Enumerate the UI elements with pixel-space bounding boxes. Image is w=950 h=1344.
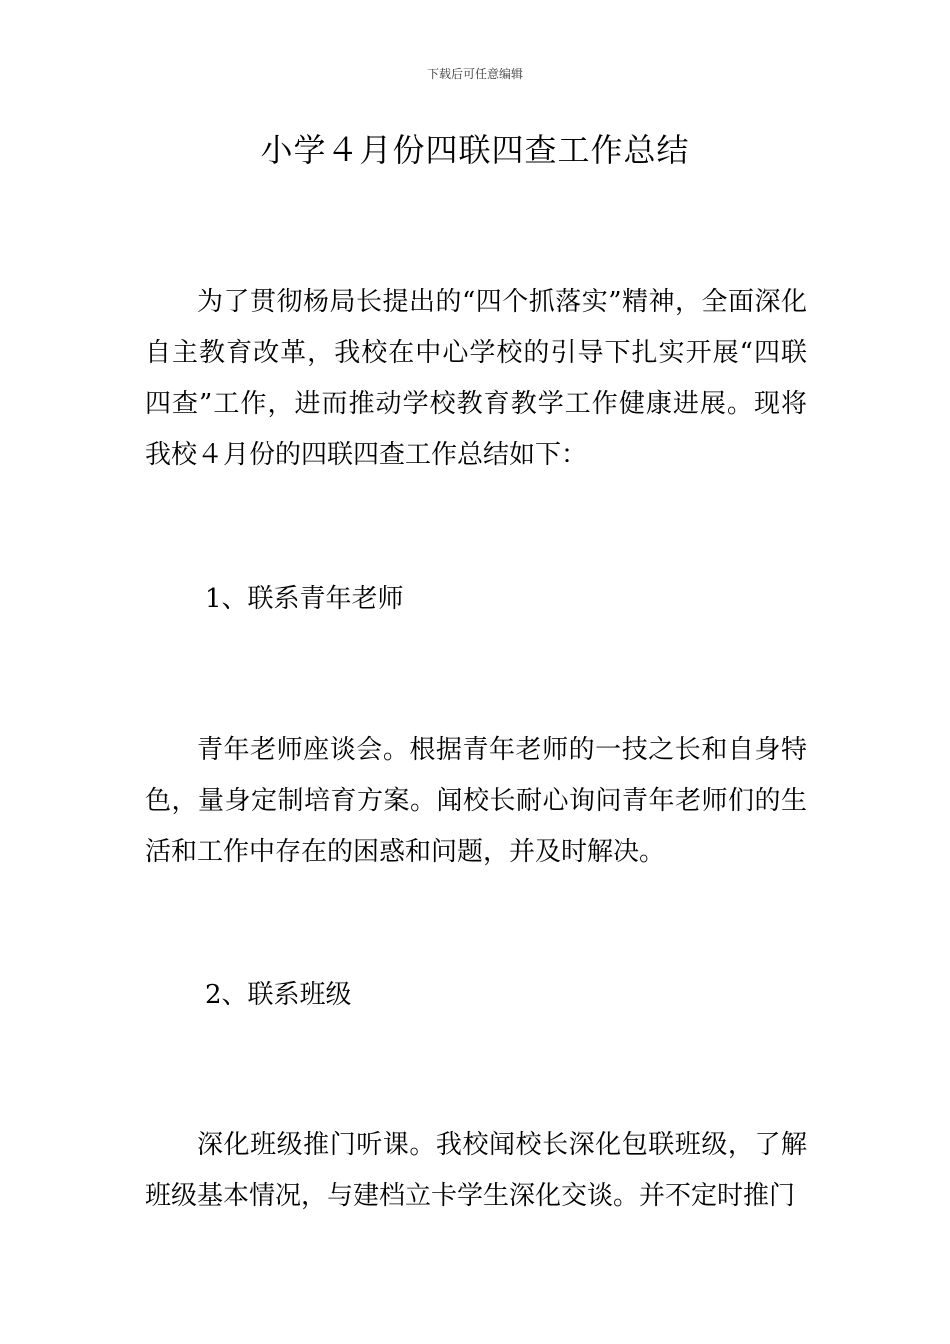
section-paragraph-2: 深化班级推门听课。我校闻校长深化包联班级，了解班级基本情况，与建档立卡学生深化交谈。并不定时推门 (145, 1130, 807, 1211)
section-heading-2: 2、联系班级 (205, 980, 352, 1010)
document-title: 小学４月份四联四查工作总结 (260, 131, 690, 169)
section-paragraph-1: 青年老师座谈会。根据青年老师的一技之长和自身特色，量身定制培育方案。闻校长耐心询问青年老师们的生活和工作中存在的困惑和问题，并及时解决。 (145, 735, 807, 867)
intro-paragraph: 为了贯彻杨局长提出的“四个抓落实”精神，全面深化自主教育改革，我校在中心学校的引导下扎实开展“四联四查”工作，进而推动学校教育教学工作健康进展。现将我校４月份的四联四查工作总结如下： (145, 287, 807, 470)
header-note: 下载后可任意编辑 (426, 67, 523, 81)
section-heading-1: 1、联系青年老师 (205, 584, 404, 614)
